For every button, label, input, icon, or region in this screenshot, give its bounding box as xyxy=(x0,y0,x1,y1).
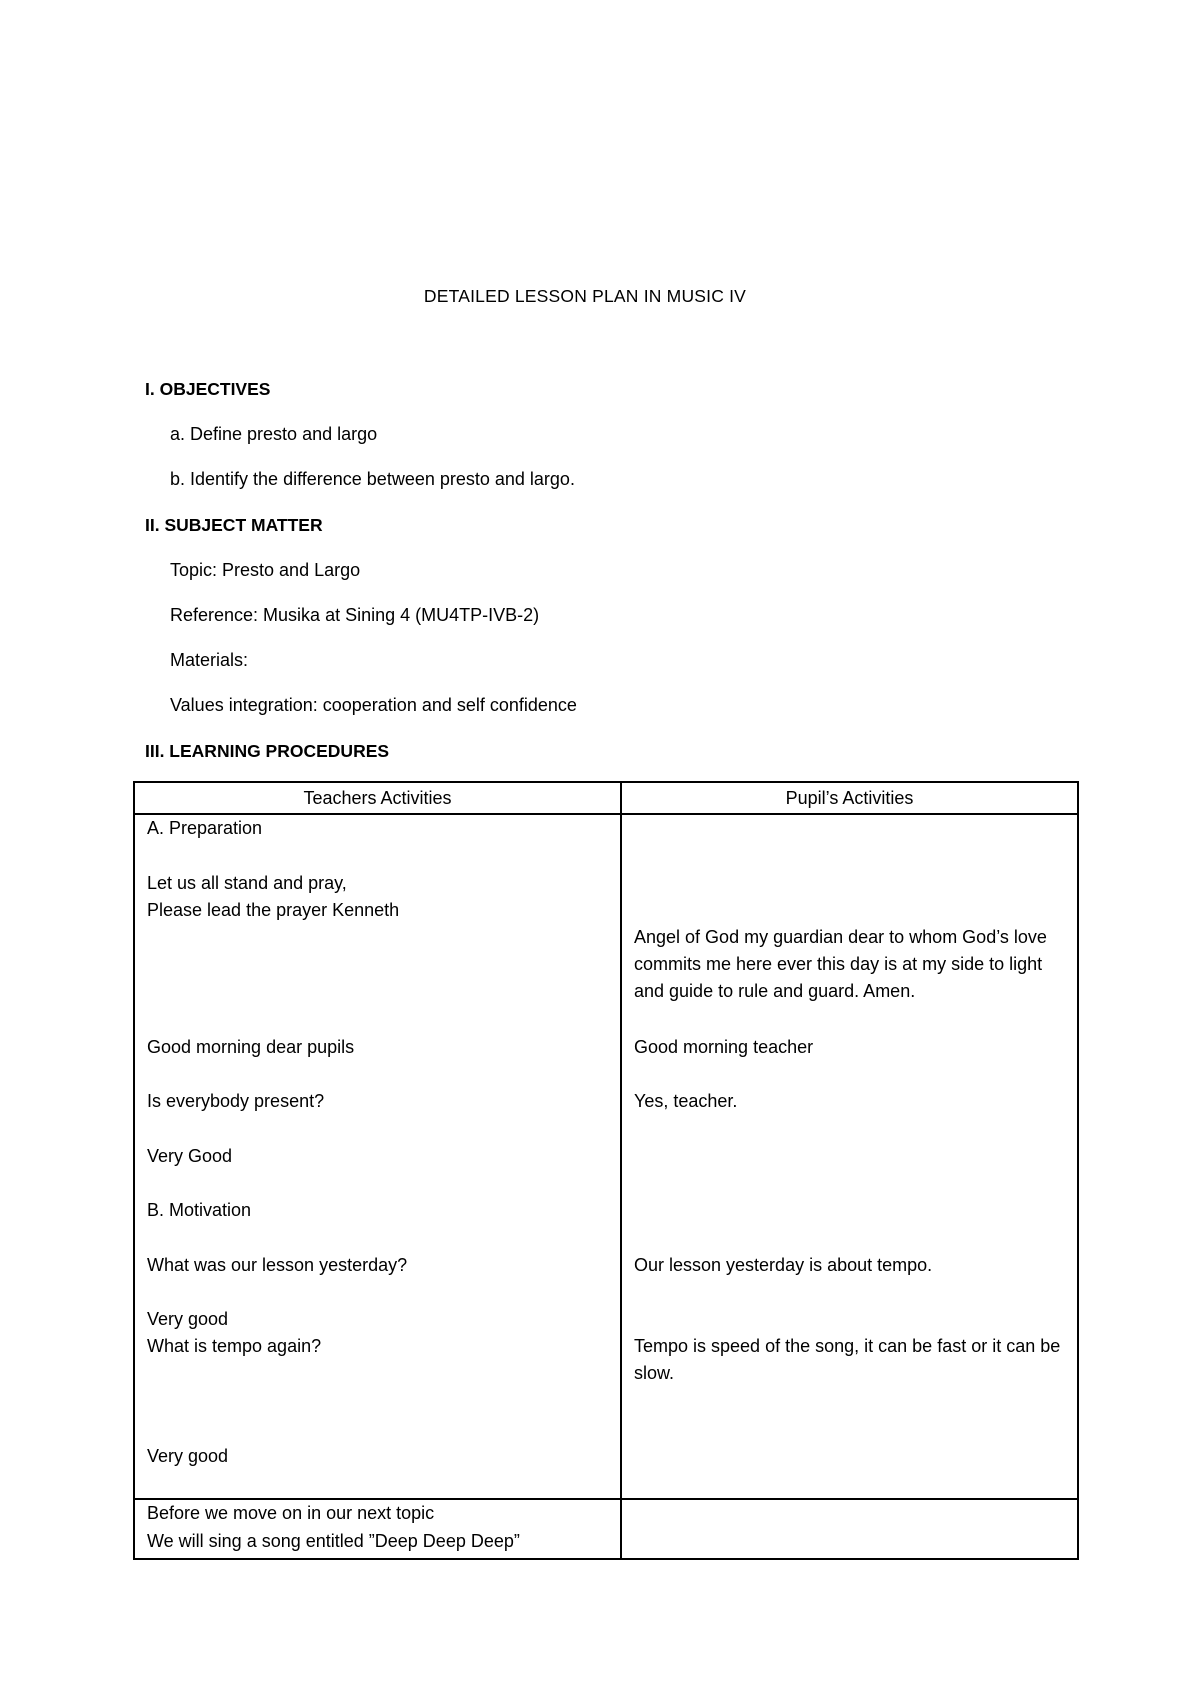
teacher-line: A. Preparation xyxy=(147,818,263,838)
table-row xyxy=(134,1499,1078,1559)
table-header-row xyxy=(134,782,1078,814)
pupil-line: Our lesson yesterday is about tempo. xyxy=(634,1255,933,1275)
teacher-cell xyxy=(134,814,621,1499)
subject-matter-heading: II. SUBJECT MATTER xyxy=(145,515,323,535)
document-title: DETAILED LESSON PLAN IN MUSIC IV xyxy=(423,286,747,306)
procedures-heading: III. LEARNING PROCEDURES xyxy=(145,741,390,761)
pupil-line: Yes, teacher. xyxy=(634,1091,738,1111)
teacher-line: Very good xyxy=(147,1446,229,1466)
pupil-line: Good morning teacher xyxy=(634,1037,814,1057)
table-row xyxy=(134,814,1078,1499)
teacher-line: Very Good xyxy=(147,1146,233,1166)
teacher-line: What is tempo again? xyxy=(147,1336,322,1356)
pupil-cell xyxy=(621,814,1078,1499)
pupil-line: Tempo is speed of the song, it can be fast or it can be slow. xyxy=(634,1336,1061,1383)
objectives-heading: I. OBJECTIVES xyxy=(145,379,271,399)
teacher-line: Very good xyxy=(147,1309,229,1329)
teacher-line: Before we move on in our next topic xyxy=(147,1503,435,1523)
teacher-line: Let us all stand and pray, xyxy=(147,873,347,893)
teacher-line: We will sing a song entitled ”Deep Deep Deep” xyxy=(147,1531,520,1551)
procedures-table xyxy=(133,781,1079,1560)
subject-materials: Materials: xyxy=(170,650,249,670)
teacher-line: Good morning dear pupils xyxy=(147,1037,355,1057)
teachers-activities-header: Teachers Activities xyxy=(134,782,621,814)
pupils-activities-header: Pupil’s Activities xyxy=(621,782,1078,814)
objective-item: a. Define presto and largo xyxy=(170,424,378,444)
subject-values: Values integration: cooperation and self confidence xyxy=(170,695,577,715)
teacher-line: What was our lesson yesterday? xyxy=(147,1255,408,1275)
pupil-line: Angel of God my guardian dear to whom God’s love commits me here ever this day is at my side to light and guide to rule and guard. Amen. xyxy=(634,927,1047,1001)
pupil-cell xyxy=(621,1499,1078,1559)
teacher-cell xyxy=(134,1499,621,1559)
subject-topic: Topic: Presto and Largo xyxy=(170,560,361,580)
teacher-line: Please lead the prayer Kenneth xyxy=(147,900,400,920)
subject-reference: Reference: Musika at Sining 4 (MU4TP-IVB-2) xyxy=(170,605,540,625)
teacher-line: Is everybody present? xyxy=(147,1091,325,1111)
teacher-line: B. Motivation xyxy=(147,1200,252,1220)
objective-item: b. Identify the difference between presto and largo. xyxy=(170,469,575,489)
